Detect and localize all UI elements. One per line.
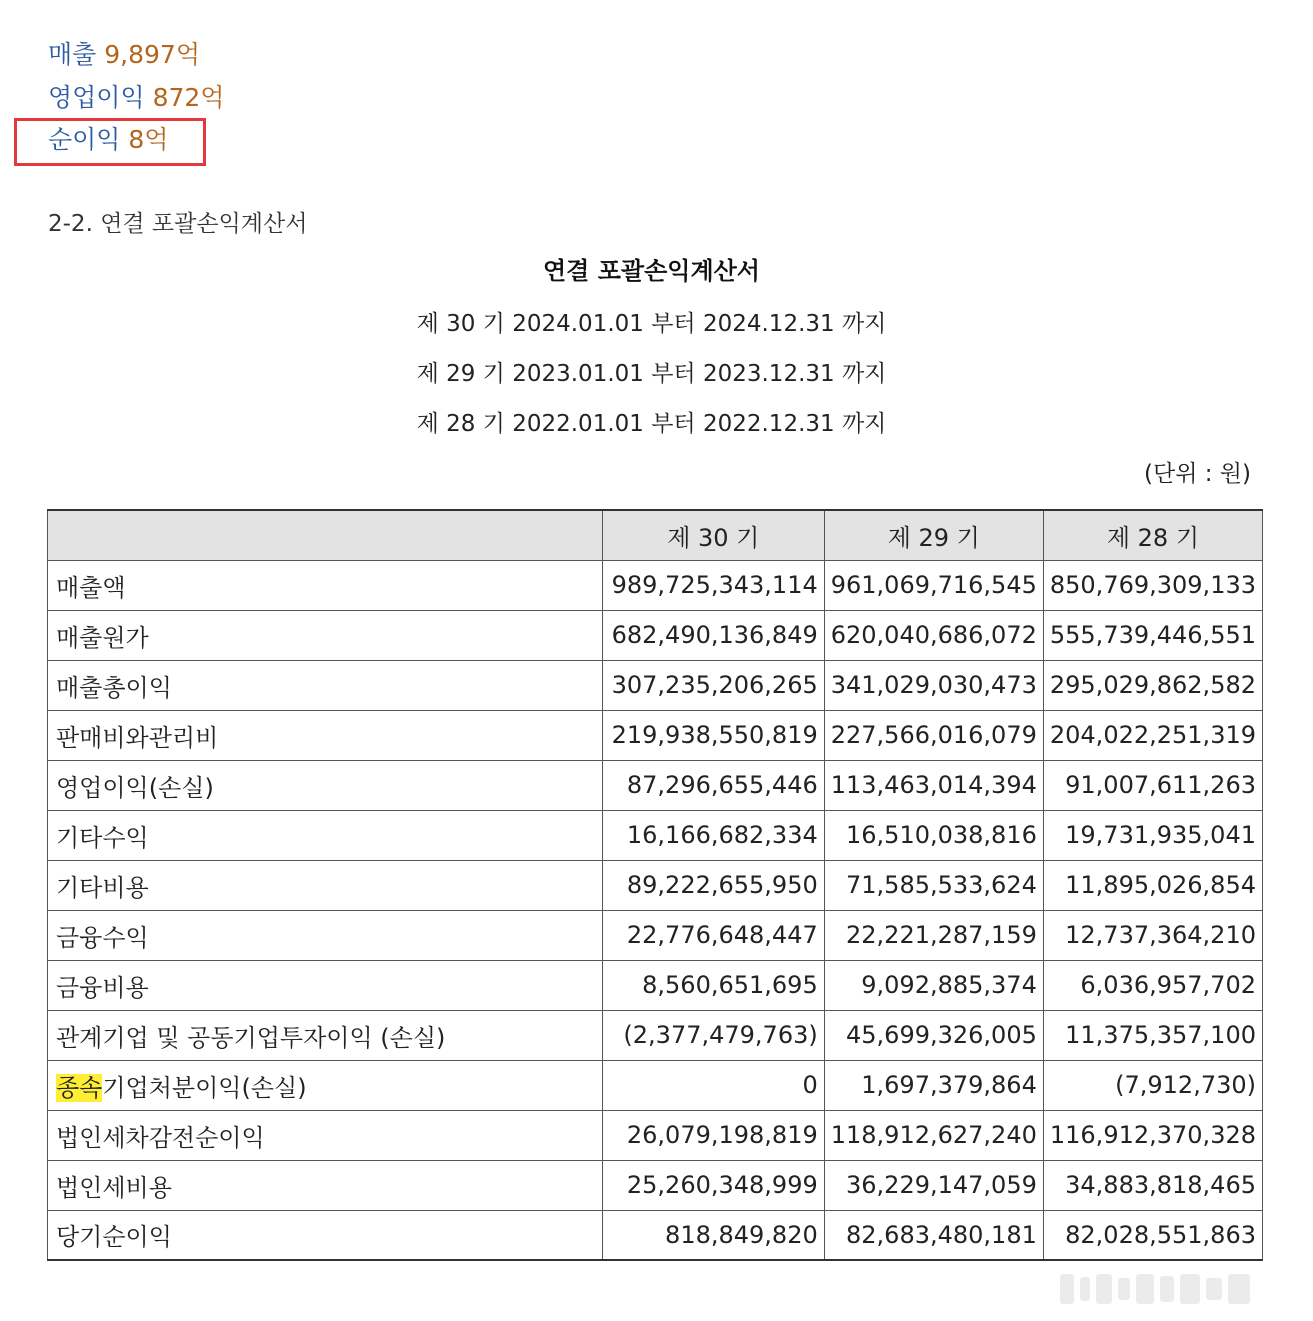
summary-operating-income-label: 영업이익 <box>48 83 145 112</box>
row-value: 9,092,885,374 <box>824 960 1043 1010</box>
row-value: 204,022,251,319 <box>1043 710 1262 760</box>
watermark <box>1060 1272 1300 1306</box>
row-value: 295,029,862,582 <box>1043 660 1262 710</box>
table-header-cell: 제 29 기 <box>824 510 1043 560</box>
summary-net-income-value: 8억 <box>128 125 169 154</box>
section-heading: 2-2. 연결 포괄손익계산서 <box>48 211 308 237</box>
row-value: 34,883,818,465 <box>1043 1160 1262 1210</box>
period-line: 제 30 기 2024.01.01 부터 2024.12.31 까지 <box>416 311 887 337</box>
summary-net-income-label: 순이익 <box>48 125 121 154</box>
row-value: 113,463,014,394 <box>824 760 1043 810</box>
table-row <box>48 1010 1263 1060</box>
row-value: 82,683,480,181 <box>824 1210 1043 1260</box>
row-value: 307,235,206,265 <box>602 660 824 710</box>
row-value: 12,737,364,210 <box>1043 910 1262 960</box>
row-value: 116,912,370,328 <box>1043 1110 1262 1160</box>
row-value: 620,040,686,072 <box>824 610 1043 660</box>
row-value: 82,028,551,863 <box>1043 1210 1262 1260</box>
table-header-row <box>48 510 1263 560</box>
row-value: 16,166,682,334 <box>602 810 824 860</box>
row-label: 법인세비용 <box>48 1160 603 1210</box>
row-value: 89,222,655,950 <box>602 860 824 910</box>
row-label: 금융수익 <box>48 910 603 960</box>
table-row <box>48 810 1263 860</box>
row-value: 219,938,550,819 <box>602 710 824 760</box>
row-label: 당기순이익 <box>48 1210 603 1260</box>
row-value: 11,895,026,854 <box>1043 860 1262 910</box>
table-row <box>48 1160 1263 1210</box>
income-statement-table <box>47 509 1263 1261</box>
row-value: 8,560,651,695 <box>602 960 824 1010</box>
net-income-highlight-box <box>14 118 206 166</box>
summary-operating-income <box>48 81 224 115</box>
period-line: 제 29 기 2023.01.01 부터 2023.12.31 까지 <box>416 361 887 387</box>
row-value: 961,069,716,545 <box>824 560 1043 610</box>
row-value: 818,849,820 <box>602 1210 824 1260</box>
table-row <box>48 960 1263 1010</box>
row-label: 판매비와관리비 <box>48 710 603 760</box>
summary-revenue-value: 9,897억 <box>104 40 200 69</box>
row-value: (2,377,479,763) <box>602 1010 824 1060</box>
row-label: 금융비용 <box>48 960 603 1010</box>
row-value: 45,699,326,005 <box>824 1010 1043 1060</box>
row-label: 기타수익 <box>48 810 603 860</box>
row-value: 22,221,287,159 <box>824 910 1043 960</box>
row-value: 555,739,446,551 <box>1043 610 1262 660</box>
unit-label: (단위 : 원) <box>1144 461 1251 487</box>
table-header-cell: 제 28 기 <box>1043 510 1262 560</box>
table-row <box>48 1060 1263 1110</box>
highlighted-text: 종속 <box>56 1073 103 1102</box>
row-label: 매출액 <box>48 560 603 610</box>
row-value: 16,510,038,816 <box>824 810 1043 860</box>
table-row <box>48 760 1263 810</box>
row-value: (7,912,730) <box>1043 1060 1262 1110</box>
row-label: 매출총이익 <box>48 660 603 710</box>
row-value: 19,731,935,041 <box>1043 810 1262 860</box>
row-value: 71,585,533,624 <box>824 860 1043 910</box>
table-row <box>48 1110 1263 1160</box>
table-header-cell: 제 30 기 <box>602 510 824 560</box>
row-value: 118,912,627,240 <box>824 1110 1043 1160</box>
row-value: 682,490,136,849 <box>602 610 824 660</box>
summary-operating-income-value: 872억 <box>152 83 225 112</box>
period-line: 제 28 기 2022.01.01 부터 2022.12.31 까지 <box>416 411 887 437</box>
table-header-cell <box>48 510 603 560</box>
row-label: 기타비용 <box>48 860 603 910</box>
row-value: 91,007,611,263 <box>1043 760 1262 810</box>
row-label: 매출원가 <box>48 610 603 660</box>
row-value: 341,029,030,473 <box>824 660 1043 710</box>
row-value: 87,296,655,446 <box>602 760 824 810</box>
row-value: 26,079,198,819 <box>602 1110 824 1160</box>
row-label <box>48 1060 603 1110</box>
row-label: 관계기업 및 공동기업투자이익 (손실) <box>48 1010 603 1060</box>
table-row <box>48 860 1263 910</box>
row-value: 36,229,147,059 <box>824 1160 1043 1210</box>
row-value: 850,769,309,133 <box>1043 560 1262 610</box>
table-row <box>48 710 1263 760</box>
table-row <box>48 610 1263 660</box>
table-row <box>48 560 1263 610</box>
table-body <box>48 560 1263 1260</box>
row-value: 25,260,348,999 <box>602 1160 824 1210</box>
row-value: 0 <box>602 1060 824 1110</box>
row-label-rest: 기업처분이익(손실) <box>102 1073 307 1102</box>
row-label: 영업이익(손실) <box>48 760 603 810</box>
row-value: 989,725,343,114 <box>602 560 824 610</box>
row-value: 22,776,648,447 <box>602 910 824 960</box>
row-value: 11,375,357,100 <box>1043 1010 1262 1060</box>
table-row <box>48 1210 1263 1260</box>
document-title: 연결 포괄손익계산서 <box>542 257 760 285</box>
row-label: 법인세차감전순이익 <box>48 1110 603 1160</box>
table-row <box>48 660 1263 710</box>
summary-revenue-label: 매출 <box>48 40 97 69</box>
row-value: 227,566,016,079 <box>824 710 1043 760</box>
summary-revenue <box>48 38 200 72</box>
row-value: 6,036,957,702 <box>1043 960 1262 1010</box>
row-value: 1,697,379,864 <box>824 1060 1043 1110</box>
table-row <box>48 910 1263 960</box>
